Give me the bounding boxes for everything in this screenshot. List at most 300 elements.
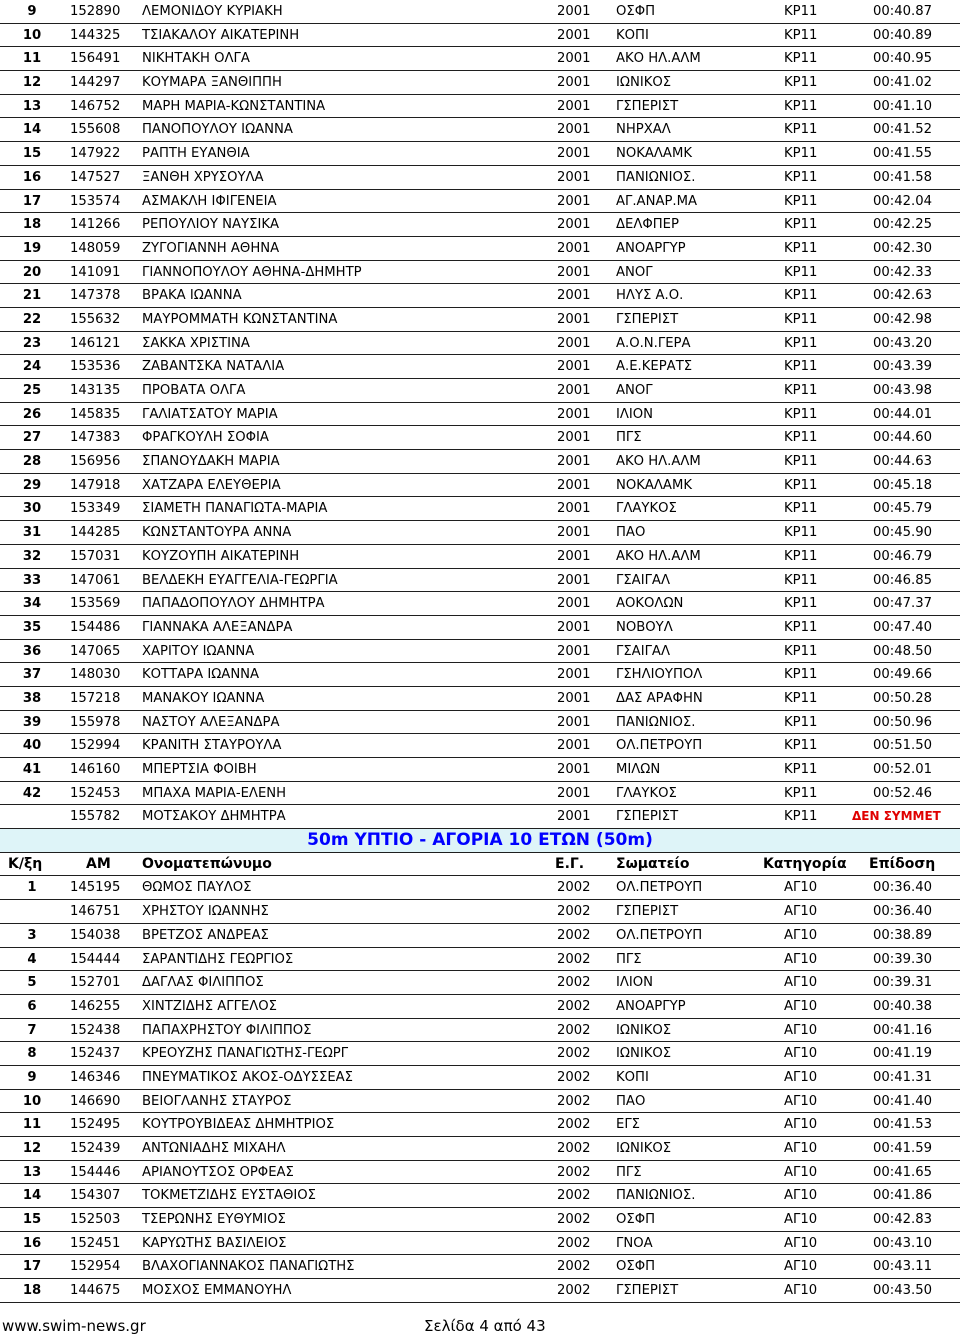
result-time: 00:42.98 [873, 311, 932, 327]
table-row [0, 71, 960, 95]
result-rank: 8 [27, 1046, 37, 1062]
result-name: ΜΟΤΣΑΚΟΥ ΔΗΜΗΤΡΑ [142, 809, 286, 825]
result-category: ΚΡ11 [784, 667, 818, 683]
result-club: ΓΣΑΙΓΑΛ [616, 643, 670, 659]
result-name: ΚΟΤΤΑΡΑ ΙΩΑΝΝΑ [142, 667, 260, 683]
result-rank: 10 [22, 1093, 42, 1109]
result-name: ΚΟΥΖΟΥΠΗ ΑΙΚΑΤΕΡΙΝΗ [142, 548, 300, 564]
result-am: 147918 [70, 477, 121, 493]
result-time: 00:52.46 [873, 785, 932, 801]
result-am: 147922 [70, 146, 121, 162]
result-am: 153569 [70, 596, 121, 612]
result-rank: 26 [22, 406, 42, 422]
result-category: ΚΡ11 [784, 264, 818, 280]
result-club: ΑΝΟΑΡΓΥΡ [616, 240, 686, 256]
result-time: 00:43.11 [873, 1259, 932, 1275]
header-am: ΑΜ [86, 855, 111, 872]
result-name: ΚΟΥΤΡΟΥΒΙΔΕΑΣ ΔΗΜΗΤΡΙΟΣ [142, 1117, 335, 1133]
result-am: 152503 [70, 1212, 121, 1228]
result-name: ΒΛΑΧΟΓΙΑΝΝΑΚΟΣ ΠΑΝΑΓΙΩΤΗΣ [142, 1259, 355, 1275]
table-row [0, 1113, 960, 1137]
result-am: 143135 [70, 383, 121, 398]
result-am: 146690 [70, 1093, 121, 1109]
table-row [0, 237, 960, 261]
result-birth-year: 2002 [557, 1093, 591, 1109]
result-rank: 24 [22, 359, 42, 375]
result-birth-year: 2001 [557, 738, 591, 754]
result-rank: 16 [22, 1235, 42, 1251]
result-rank: 33 [22, 572, 42, 588]
result-birth-year: 2002 [557, 1022, 591, 1038]
table-row [0, 497, 960, 521]
result-am: 144297 [70, 75, 121, 91]
result-club: ΝΟΒΟΥΛ [616, 619, 673, 635]
results-table-boys-10 [0, 876, 960, 1302]
result-am: 153574 [70, 193, 121, 209]
result-time: 00:51.50 [873, 738, 932, 754]
result-am: 141266 [70, 217, 121, 233]
result-time: 00:47.37 [873, 596, 932, 612]
result-rank: 18 [22, 1283, 42, 1299]
result-time: 00:41.52 [873, 122, 932, 138]
table-row [0, 142, 960, 166]
table-row [0, 1279, 960, 1303]
footer-site: www.swim-news.gr [2, 1317, 146, 1335]
table-row [0, 734, 960, 758]
table-row [0, 1137, 960, 1161]
result-birth-year: 2001 [557, 690, 591, 706]
result-rank: 42 [22, 785, 42, 801]
result-am: 146255 [70, 998, 121, 1014]
table-row [0, 900, 960, 924]
result-category: ΚΡ11 [784, 406, 818, 422]
result-category: ΑΓ10 [784, 1164, 818, 1180]
result-time: 00:42.30 [873, 240, 932, 256]
table-row [0, 0, 960, 24]
result-category: ΚΡ11 [784, 430, 818, 446]
result-birth-year: 2001 [557, 809, 591, 825]
result-am: 153349 [70, 501, 121, 517]
result-category: ΑΓ10 [784, 1212, 818, 1228]
result-club: ΔΑΣ ΑΡΑΦΗΝ [616, 690, 703, 706]
result-rank: 6 [27, 998, 37, 1014]
result-name: ΠΑΠΑΧΡΗΣΤΟΥ ΦΙΛΙΠΠΟΣ [142, 1022, 312, 1038]
table-row [0, 1184, 960, 1208]
result-time: 00:39.31 [873, 975, 932, 991]
result-name: ΠΝΕΥΜΑΤΙΚΟΣ ΑΚΟΣ-ΟΔΥΣΣΕΑΣ [142, 1069, 354, 1085]
result-name: ΧΑΤΖΑΡΑ ΕΛΕΥΘΕΡΙΑ [142, 477, 281, 493]
result-birth-year: 2001 [557, 596, 591, 612]
table-row [0, 24, 960, 48]
result-birth-year: 2001 [557, 122, 591, 138]
table-header [0, 853, 960, 877]
result-name: ΣΑΚΚΑ ΧΡΙΣΤΙΝΑ [142, 335, 250, 351]
table-row [0, 261, 960, 285]
result-rank: 14 [22, 122, 42, 138]
result-birth-year: 2001 [557, 335, 591, 351]
table-row [0, 47, 960, 71]
result-club: ΠΑΟ [616, 525, 646, 541]
table-row [0, 687, 960, 711]
result-name: ΠΑΠΑΔΟΠΟΥΛΟΥ ΔΗΜΗΤΡΑ [142, 596, 325, 612]
result-time: 00:36.40 [873, 880, 932, 896]
result-club: ΠΑΝΙΩΝΙΟΣ. [616, 714, 696, 730]
result-am: 154038 [70, 927, 121, 943]
result-am: 152439 [70, 1141, 121, 1156]
result-rank: 11 [22, 1117, 42, 1133]
result-name: ΒΕΛΔΕΚΗ ΕΥΑΓΓΕΛΙΑ-ΓΕΩΡΓΙΑ [142, 572, 338, 588]
result-name: ΜΠΕΡΤΣΙΑ ΦΟΙΒΗ [142, 762, 257, 777]
result-am: 147061 [70, 572, 121, 588]
result-category: ΚΡ11 [784, 51, 818, 67]
result-rank: 36 [22, 643, 42, 659]
result-category: ΚΡ11 [784, 572, 818, 588]
result-name: ΧΑΡΙΤΟΥ ΙΩΑΝΝΑ [142, 643, 255, 659]
result-name: ΡΕΠΟΥΛΙΟΥ ΝΑΥΣΙΚΑ [142, 217, 280, 233]
result-time: 00:42.83 [873, 1212, 932, 1228]
result-category: ΚΡ11 [784, 75, 818, 91]
table-row [0, 876, 960, 900]
header-year: Ε.Γ. [555, 855, 585, 872]
result-birth-year: 2002 [557, 927, 591, 943]
result-club: ΟΣΦΠ [616, 1259, 656, 1275]
result-am: 152495 [70, 1117, 121, 1133]
header-name: Ονοματεπώνυμο [142, 855, 272, 872]
result-birth-year: 2002 [557, 1117, 591, 1133]
result-name: ΜΑΡΗ ΜΑΡΙΑ-ΚΩΝΣΤΑΝΤΙΝΑ [142, 98, 326, 114]
result-category: ΚΡ11 [784, 548, 818, 564]
result-club: ΔΕΛΦΠΕΡ [616, 217, 679, 233]
result-name: ΝΑΣΤΟΥ ΑΛΕΞΑΝΔΡΑ [142, 714, 280, 730]
table-row [0, 711, 960, 735]
result-birth-year: 2001 [557, 217, 591, 233]
header-club: Σωματείο [616, 855, 690, 872]
result-rank: 25 [22, 383, 42, 398]
result-time: 00:41.16 [873, 1022, 932, 1038]
table-row [0, 403, 960, 427]
result-am: 145195 [70, 880, 121, 896]
result-rank: 14 [22, 1188, 42, 1204]
result-category: ΚΡ11 [784, 809, 818, 825]
header-rank: Κ/ξη [8, 855, 43, 872]
result-time: 00:41.53 [873, 1117, 932, 1133]
result-name: ΡΑΠΤΗ ΕΥΑΝΘΙΑ [142, 146, 250, 162]
result-name: ΓΙΑΝΝΟΠΟΥΛΟΥ ΑΘΗΝΑ-ΔΗΜΗΤΡ [142, 264, 362, 280]
result-name: ΔΑΓΛΑΣ ΦΙΛΙΠΠΟΣ [142, 975, 264, 991]
result-birth-year: 2001 [557, 288, 591, 304]
result-rank: 9 [27, 1069, 37, 1085]
result-club: ΠΓΣ [616, 951, 642, 967]
result-name: ΠΑΝΟΠΟΥΛΟΥ ΙΩΑΝΝΑ [142, 122, 293, 138]
result-rank: 10 [22, 27, 42, 43]
result-time: 00:41.02 [873, 75, 932, 91]
result-birth-year: 2001 [557, 430, 591, 446]
result-name: ΑΡΙΑΝΟΥΤΣΟΣ ΟΡΦΕΑΣ [142, 1164, 294, 1180]
result-name: ΣΙΑΜΕΤΗ ΠΑΝΑΓΙΩΤΑ-ΜΑΡΙΑ [142, 501, 328, 517]
result-rank: 17 [22, 1259, 42, 1275]
table-row [0, 782, 960, 806]
table-row [0, 521, 960, 545]
result-am: 157031 [70, 548, 121, 564]
result-birth-year: 2001 [557, 525, 591, 541]
result-birth-year: 2001 [557, 548, 591, 564]
result-am: 152437 [70, 1046, 121, 1062]
result-category: ΚΡ11 [784, 335, 818, 351]
table-row [0, 1255, 960, 1279]
result-time: 00:44.60 [873, 430, 932, 446]
result-rank: 13 [22, 1164, 42, 1180]
header-category: Κατηγορία [763, 855, 847, 872]
result-category: ΑΓ10 [784, 1069, 818, 1085]
result-time: 00:44.63 [873, 454, 932, 470]
result-club: ΝΟΚΑΛΑΜΚ [616, 146, 692, 162]
result-rank: 41 [22, 762, 42, 777]
result-club: ΟΛ.ΠΕΤΡΟΥΠ [616, 927, 703, 943]
result-name: ΚΡΑΝΙΤΗ ΣΤΑΥΡΟΥΛΑ [142, 738, 282, 754]
result-rank: 27 [22, 430, 42, 446]
result-club: ΓΣΠΕΡΙΣΤ [616, 904, 679, 920]
result-club: ΑΚΟ ΗΛ.ΑΛΜ [616, 51, 701, 67]
table-row [0, 450, 960, 474]
result-category: ΚΡ11 [784, 643, 818, 659]
result-birth-year: 2001 [557, 572, 591, 588]
result-club: ΑΝΟΓ [616, 264, 653, 280]
result-category: ΑΓ10 [784, 1259, 818, 1275]
result-am: 152954 [70, 1259, 121, 1275]
table-row [0, 1232, 960, 1256]
result-name: ΣΑΡΑΝΤΙΔΗΣ ΓΕΩΡΓΙΟΣ [142, 951, 294, 967]
table-row [0, 640, 960, 664]
result-birth-year: 2001 [557, 193, 591, 209]
result-name: ΘΩΜΟΣ ΠΑΥΛΟΣ [142, 880, 252, 896]
table-row [0, 545, 960, 569]
result-club: ΙΩΝΙΚΟΣ [616, 1022, 672, 1038]
result-name: ΦΡΑΓΚΟΥΛΗ ΣΟΦΙΑ [142, 430, 269, 446]
result-am: 153536 [70, 359, 121, 375]
result-club: ΝΗΡΧΑΛ [616, 122, 671, 138]
result-club: ΙΩΝΙΚΟΣ [616, 1141, 672, 1156]
result-club: ΙΛΙΟΝ [616, 406, 654, 422]
result-birth-year: 2002 [557, 1283, 591, 1299]
result-name: ΠΡΟΒΑΤΑ ΟΛΓΑ [142, 383, 246, 398]
result-club: ΚΟΠΙ [616, 27, 649, 43]
result-time: 00:42.04 [873, 193, 932, 209]
table-row [0, 190, 960, 214]
result-rank: 12 [22, 1141, 42, 1156]
result-name: ΚΑΡΥΩΤΗΣ ΒΑΣΙΛΕΙΟΣ [142, 1235, 287, 1251]
event-title: 50m ΥΠΤΙΟ - ΑΓΟΡΙΑ 10 ΕΤΩΝ (50m) [0, 829, 960, 853]
result-category: ΑΓ10 [784, 904, 818, 920]
result-birth-year: 2001 [557, 4, 591, 19]
result-am: 155782 [70, 809, 121, 825]
result-birth-year: 2002 [557, 998, 591, 1014]
footer-page-number: Σελίδα 4 από 43 [424, 1317, 546, 1335]
result-club: ΙΩΝΙΚΟΣ [616, 75, 672, 91]
table-row [0, 213, 960, 237]
result-am: 144675 [70, 1283, 121, 1299]
result-rank: 35 [22, 619, 42, 635]
result-club: ΑΟΚΟΛΩΝ [616, 596, 684, 612]
result-am: 156491 [70, 51, 121, 67]
result-name: ΚΟΥΜΑΡΑ ΞΑΝΘΙΠΠΗ [142, 75, 282, 91]
result-am: 146160 [70, 762, 121, 777]
result-category: ΚΡ11 [784, 690, 818, 706]
table-row [0, 426, 960, 450]
result-birth-year: 2001 [557, 169, 591, 185]
result-category: ΚΡ11 [784, 477, 818, 493]
result-rank: 3 [27, 927, 37, 943]
result-rank: 22 [22, 311, 42, 327]
result-category: ΚΡ11 [784, 288, 818, 304]
result-category: ΑΓ10 [784, 1235, 818, 1251]
result-time: 00:40.89 [873, 27, 932, 43]
result-birth-year: 2001 [557, 311, 591, 327]
result-birth-year: 2001 [557, 501, 591, 517]
result-time: 00:39.30 [873, 951, 932, 967]
result-category: ΑΓ10 [784, 1283, 818, 1299]
result-am: 145835 [70, 406, 121, 422]
result-club: ΠΑΟ [616, 1093, 646, 1109]
result-am: 144325 [70, 27, 121, 43]
table-row [0, 1090, 960, 1114]
result-time: 00:41.40 [873, 1093, 932, 1109]
result-club: ΠΑΝΙΩΝΙΟΣ. [616, 1188, 696, 1204]
result-name: ΜΠΑΧΑ ΜΑΡΙΑ-ΕΛΕΝΗ [142, 785, 287, 801]
result-category: ΚΡ11 [784, 359, 818, 375]
table-row [0, 118, 960, 142]
table-row [0, 1019, 960, 1043]
result-club: ΟΣΦΠ [616, 1212, 656, 1228]
result-rank: 28 [22, 454, 42, 470]
result-time: 00:41.10 [873, 98, 932, 114]
result-am: 152890 [70, 4, 121, 19]
result-birth-year: 2001 [557, 619, 591, 635]
result-category: ΚΡ11 [784, 311, 818, 327]
result-time: 00:47.40 [873, 619, 932, 635]
table-row [0, 948, 960, 972]
result-club: ΜΙΛΩΝ [616, 762, 661, 777]
result-birth-year: 2001 [557, 359, 591, 375]
result-birth-year: 2002 [557, 1069, 591, 1085]
result-time: 00:50.96 [873, 714, 932, 730]
result-birth-year: 2002 [557, 880, 591, 896]
result-club: ΟΣΦΠ [616, 4, 656, 19]
result-am: 156956 [70, 454, 121, 470]
result-name: ΤΣΙΑΚΑΛΟΥ ΑΙΚΑΤΕΡΙΝΗ [142, 27, 300, 43]
result-club: ΠΑΝΙΩΝΙΟΣ. [616, 169, 696, 185]
result-time: 00:46.79 [873, 548, 932, 564]
result-club: ΠΓΣ [616, 1164, 642, 1180]
result-rank: 20 [22, 264, 42, 280]
result-category: ΚΡ11 [784, 762, 818, 777]
table-row [0, 379, 960, 403]
result-club: ΟΛ.ΠΕΤΡΟΥΠ [616, 738, 703, 754]
result-category: ΚΡ11 [784, 122, 818, 138]
result-rank: 11 [22, 51, 42, 67]
result-club: ΟΛ.ΠΕΤΡΟΥΠ [616, 880, 703, 896]
result-am: 147065 [70, 643, 121, 659]
result-time: 00:41.58 [873, 169, 932, 185]
result-birth-year: 2001 [557, 477, 591, 493]
result-name: ΑΣΜΑΚΛΗ ΙΦΙΓΕΝΕΙΑ [142, 193, 277, 209]
result-time: 00:45.79 [873, 501, 932, 517]
table-row [0, 805, 960, 829]
result-category: ΚΡ11 [784, 4, 818, 19]
result-am: 146751 [70, 904, 121, 920]
result-category: ΚΡ11 [784, 27, 818, 43]
table-row [0, 474, 960, 498]
result-time: 00:48.50 [873, 643, 932, 659]
result-birth-year: 2002 [557, 1141, 591, 1156]
result-rank: 37 [22, 667, 42, 683]
result-rank: 4 [27, 951, 37, 967]
result-rank: 5 [27, 975, 37, 991]
result-category: ΑΓ10 [784, 975, 818, 991]
result-club: ΑΓ.ΑΝΑΡ.ΜΑ [616, 193, 698, 209]
result-am: 155978 [70, 714, 121, 730]
result-club: ΚΟΠΙ [616, 1069, 649, 1085]
result-name: ΒΡΕΤΖΟΣ ΑΝΔΡΕΑΣ [142, 927, 269, 943]
table-row [0, 971, 960, 995]
result-am: 148030 [70, 667, 121, 683]
result-category: ΚΡ11 [784, 596, 818, 612]
result-club: ΑΚΟ ΗΛ.ΑΛΜ [616, 548, 701, 564]
result-birth-year: 2001 [557, 27, 591, 43]
result-am: 152453 [70, 785, 121, 801]
result-birth-year: 2001 [557, 406, 591, 422]
result-time: ΔΕΝ ΣΥΜΜΕΤ [852, 809, 941, 824]
table-row [0, 1066, 960, 1090]
result-club: ΓΛΑΥΚΟΣ [616, 785, 677, 801]
result-club: ΝΟΚΑΛΑΜΚ [616, 477, 692, 493]
result-club: ΑΝΟΓ [616, 383, 653, 398]
result-category: ΚΡ11 [784, 383, 818, 398]
result-birth-year: 2001 [557, 146, 591, 162]
result-club: ΓΣΠΕΡΙΣΤ [616, 98, 679, 114]
result-am: 147383 [70, 430, 121, 446]
result-rank: 13 [22, 98, 42, 114]
result-time: 00:50.28 [873, 690, 932, 706]
result-category: ΑΓ10 [784, 998, 818, 1014]
table-row [0, 1042, 960, 1066]
result-rank: 21 [22, 288, 42, 304]
result-name: ΜΑΥΡΟΜΜΑΤΗ ΚΩΝΣΤΑΝΤΙΝΑ [142, 311, 338, 327]
result-category: ΚΡ11 [784, 501, 818, 517]
result-category: ΑΓ10 [784, 951, 818, 967]
result-birth-year: 2001 [557, 714, 591, 730]
result-club: ΙΛΙΟΝ [616, 975, 654, 991]
result-birth-year: 2001 [557, 667, 591, 683]
result-rank: 1 [27, 880, 37, 896]
result-club: ΓΣΑΙΓΑΛ [616, 572, 670, 588]
result-time: 00:40.87 [873, 4, 932, 19]
result-time: 00:46.85 [873, 572, 932, 588]
result-name: ΒΕΙΟΓΛΑΝΗΣ ΣΤΑΥΡΟΣ [142, 1093, 292, 1109]
result-club: ΑΚΟ ΗΛ.ΑΛΜ [616, 454, 701, 470]
result-rank: 38 [22, 690, 42, 706]
result-category: ΑΓ10 [784, 1022, 818, 1038]
result-am: 154486 [70, 619, 121, 635]
result-time: 00:43.10 [873, 1235, 932, 1251]
result-birth-year: 2002 [557, 904, 591, 920]
result-am: 152701 [70, 975, 121, 991]
result-am: 147527 [70, 169, 121, 185]
result-category: ΑΓ10 [784, 1141, 818, 1156]
table-row [0, 166, 960, 190]
header-time: Επίδοση [869, 855, 936, 872]
result-time: 00:49.66 [873, 667, 932, 683]
result-rank: 15 [22, 146, 42, 162]
